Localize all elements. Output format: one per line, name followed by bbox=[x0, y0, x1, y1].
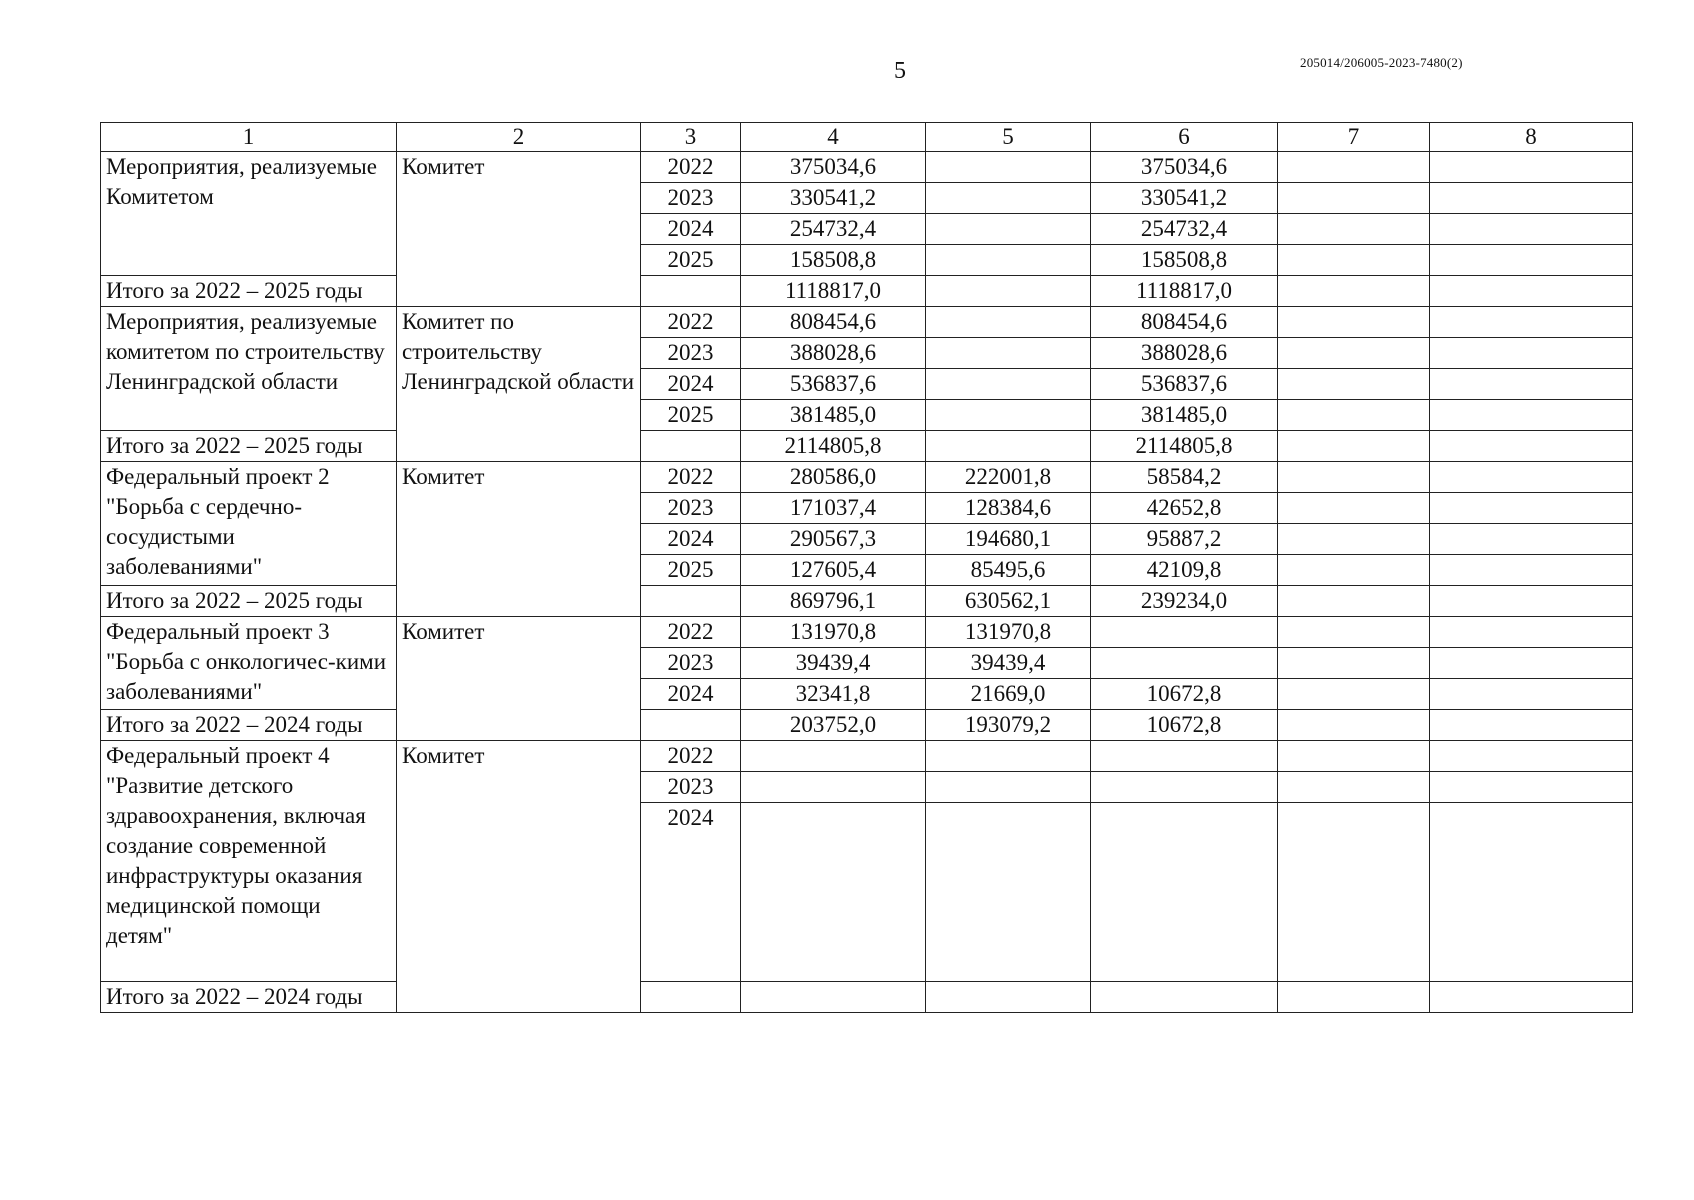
value-cell: 171037,4 bbox=[741, 493, 926, 524]
value-cell: 536837,6 bbox=[741, 369, 926, 400]
value-cell bbox=[1278, 772, 1430, 803]
value-cell bbox=[1091, 648, 1278, 679]
value-cell bbox=[1091, 741, 1278, 772]
activity-name-cell: Федеральный проект 2 "Борьба с сердечно-сосудистыми заболеваниями" bbox=[101, 462, 397, 586]
total-value-cell bbox=[1278, 586, 1430, 617]
value-cell bbox=[1091, 803, 1278, 982]
table-row bbox=[101, 617, 1633, 648]
value-cell bbox=[1430, 524, 1633, 555]
value-cell bbox=[926, 772, 1091, 803]
total-value-cell bbox=[1278, 982, 1430, 1013]
value-cell bbox=[926, 214, 1091, 245]
value-cell: 21669,0 bbox=[926, 679, 1091, 710]
value-cell: 95887,2 bbox=[1091, 524, 1278, 555]
year-cell: 2023 bbox=[641, 338, 741, 369]
activity-name-cell: Федеральный проект 4 "Развитие детского здравоохранения, включая создание современной инфраструктуры оказания медицинской помощи детям" bbox=[101, 741, 397, 982]
year-cell: 2024 bbox=[641, 679, 741, 710]
table-row bbox=[101, 152, 1633, 183]
value-cell: 375034,6 bbox=[741, 152, 926, 183]
total-value-cell bbox=[926, 276, 1091, 307]
year-cell: 2023 bbox=[641, 772, 741, 803]
total-value-cell: 193079,2 bbox=[926, 710, 1091, 741]
column-header: 6 bbox=[1091, 123, 1278, 152]
total-row bbox=[101, 710, 1633, 741]
total-value-cell bbox=[741, 982, 926, 1013]
value-cell bbox=[1278, 462, 1430, 493]
total-value-cell bbox=[1278, 710, 1430, 741]
value-cell bbox=[1430, 555, 1633, 586]
value-cell: 254732,4 bbox=[741, 214, 926, 245]
value-cell: 808454,6 bbox=[741, 307, 926, 338]
value-cell bbox=[926, 152, 1091, 183]
activity-name-cell: Мероприятия, реализуемые Комитетом bbox=[101, 152, 397, 276]
total-year-cell bbox=[641, 710, 741, 741]
year-cell: 2022 bbox=[641, 307, 741, 338]
value-cell bbox=[1278, 741, 1430, 772]
value-cell bbox=[1430, 679, 1633, 710]
value-cell bbox=[1430, 462, 1633, 493]
total-value-cell: 239234,0 bbox=[1091, 586, 1278, 617]
value-cell: 39439,4 bbox=[741, 648, 926, 679]
year-cell: 2022 bbox=[641, 741, 741, 772]
value-cell bbox=[1278, 245, 1430, 276]
value-cell bbox=[1278, 555, 1430, 586]
column-header: 4 bbox=[741, 123, 926, 152]
total-year-cell bbox=[641, 431, 741, 462]
total-value-cell: 1118817,0 bbox=[741, 276, 926, 307]
responsible-cell: Комитет по строительству Ленинградской области bbox=[397, 307, 641, 462]
funding-table bbox=[100, 122, 1633, 1013]
value-cell: 42109,8 bbox=[1091, 555, 1278, 586]
total-value-cell: 2114805,8 bbox=[1091, 431, 1278, 462]
year-cell: 2024 bbox=[641, 803, 741, 982]
value-cell bbox=[1430, 369, 1633, 400]
value-cell bbox=[1430, 493, 1633, 524]
year-cell: 2023 bbox=[641, 648, 741, 679]
responsible-cell: Комитет bbox=[397, 741, 641, 1013]
total-value-cell bbox=[1091, 982, 1278, 1013]
total-value-cell bbox=[1430, 982, 1633, 1013]
value-cell bbox=[1430, 772, 1633, 803]
year-cell: 2024 bbox=[641, 214, 741, 245]
total-year-cell bbox=[641, 586, 741, 617]
value-cell: 127605,4 bbox=[741, 555, 926, 586]
value-cell bbox=[926, 369, 1091, 400]
value-cell bbox=[926, 803, 1091, 982]
value-cell bbox=[1278, 183, 1430, 214]
value-cell bbox=[741, 803, 926, 982]
value-cell: 131970,8 bbox=[741, 617, 926, 648]
column-number-row bbox=[101, 123, 1633, 152]
value-cell bbox=[1278, 803, 1430, 982]
value-cell bbox=[1278, 493, 1430, 524]
value-cell: 128384,6 bbox=[926, 493, 1091, 524]
total-row bbox=[101, 431, 1633, 462]
value-cell: 158508,8 bbox=[741, 245, 926, 276]
value-cell: 58584,2 bbox=[1091, 462, 1278, 493]
value-cell bbox=[1278, 400, 1430, 431]
total-value-cell bbox=[1278, 431, 1430, 462]
value-cell: 330541,2 bbox=[741, 183, 926, 214]
responsible-cell: Комитет bbox=[397, 462, 641, 617]
value-cell: 85495,6 bbox=[926, 555, 1091, 586]
value-cell: 10672,8 bbox=[1091, 679, 1278, 710]
total-value-cell: 630562,1 bbox=[926, 586, 1091, 617]
total-value-cell bbox=[926, 431, 1091, 462]
value-cell bbox=[1278, 648, 1430, 679]
value-cell bbox=[1430, 400, 1633, 431]
total-value-cell bbox=[1430, 586, 1633, 617]
value-cell bbox=[1091, 617, 1278, 648]
value-cell bbox=[1430, 245, 1633, 276]
value-cell bbox=[1430, 741, 1633, 772]
value-cell bbox=[1430, 617, 1633, 648]
value-cell bbox=[1278, 369, 1430, 400]
total-label-cell: Итого за 2022 – 2025 годы bbox=[101, 276, 397, 307]
total-value-cell bbox=[1278, 276, 1430, 307]
total-value-cell bbox=[926, 982, 1091, 1013]
value-cell bbox=[1430, 307, 1633, 338]
year-cell: 2025 bbox=[641, 400, 741, 431]
value-cell: 194680,1 bbox=[926, 524, 1091, 555]
value-cell bbox=[1430, 338, 1633, 369]
activity-name-cell: Федеральный проект 3 "Борьба с онкологичес-кими заболеваниями" bbox=[101, 617, 397, 710]
total-label-cell: Итого за 2022 – 2025 годы bbox=[101, 431, 397, 462]
total-row bbox=[101, 586, 1633, 617]
total-value-cell bbox=[1430, 431, 1633, 462]
table-row bbox=[101, 462, 1633, 493]
activity-name-cell: Мероприятия, реализуемые комитетом по строительству Ленинградской области bbox=[101, 307, 397, 431]
value-cell bbox=[926, 307, 1091, 338]
value-cell: 388028,6 bbox=[1091, 338, 1278, 369]
total-value-cell: 203752,0 bbox=[741, 710, 926, 741]
value-cell bbox=[741, 741, 926, 772]
total-value-cell: 869796,1 bbox=[741, 586, 926, 617]
value-cell: 330541,2 bbox=[1091, 183, 1278, 214]
value-cell: 42652,8 bbox=[1091, 493, 1278, 524]
total-value-cell bbox=[1430, 276, 1633, 307]
value-cell: 280586,0 bbox=[741, 462, 926, 493]
total-label-cell: Итого за 2022 – 2025 годы bbox=[101, 586, 397, 617]
year-cell: 2022 bbox=[641, 462, 741, 493]
table-row bbox=[101, 741, 1633, 772]
value-cell bbox=[1278, 679, 1430, 710]
column-header: 8 bbox=[1430, 123, 1633, 152]
value-cell bbox=[1278, 524, 1430, 555]
responsible-cell: Комитет bbox=[397, 152, 641, 307]
value-cell: 290567,3 bbox=[741, 524, 926, 555]
year-cell: 2024 bbox=[641, 369, 741, 400]
total-value-cell bbox=[1430, 710, 1633, 741]
responsible-cell: Комитет bbox=[397, 617, 641, 741]
value-cell: 32341,8 bbox=[741, 679, 926, 710]
value-cell: 388028,6 bbox=[741, 338, 926, 369]
value-cell bbox=[1278, 617, 1430, 648]
total-label-cell: Итого за 2022 – 2024 годы bbox=[101, 982, 397, 1013]
year-cell: 2025 bbox=[641, 555, 741, 586]
total-row bbox=[101, 982, 1633, 1013]
column-header: 5 bbox=[926, 123, 1091, 152]
total-year-cell bbox=[641, 982, 741, 1013]
value-cell: 536837,6 bbox=[1091, 369, 1278, 400]
value-cell bbox=[1278, 214, 1430, 245]
column-header: 3 bbox=[641, 123, 741, 152]
column-header: 7 bbox=[1278, 123, 1430, 152]
value-cell bbox=[926, 245, 1091, 276]
year-cell: 2022 bbox=[641, 617, 741, 648]
value-cell bbox=[926, 338, 1091, 369]
value-cell: 381485,0 bbox=[741, 400, 926, 431]
year-cell: 2023 bbox=[641, 493, 741, 524]
total-value-cell: 1118817,0 bbox=[1091, 276, 1278, 307]
year-cell: 2025 bbox=[641, 245, 741, 276]
year-cell: 2022 bbox=[641, 152, 741, 183]
value-cell: 808454,6 bbox=[1091, 307, 1278, 338]
value-cell: 375034,6 bbox=[1091, 152, 1278, 183]
value-cell bbox=[741, 772, 926, 803]
value-cell: 39439,4 bbox=[926, 648, 1091, 679]
value-cell bbox=[926, 183, 1091, 214]
value-cell bbox=[1278, 307, 1430, 338]
value-cell bbox=[926, 741, 1091, 772]
value-cell bbox=[1430, 152, 1633, 183]
year-cell: 2023 bbox=[641, 183, 741, 214]
table-row bbox=[101, 307, 1633, 338]
total-row bbox=[101, 276, 1633, 307]
value-cell bbox=[1430, 803, 1633, 982]
value-cell: 254732,4 bbox=[1091, 214, 1278, 245]
value-cell: 158508,8 bbox=[1091, 245, 1278, 276]
total-label-cell: Итого за 2022 – 2024 годы bbox=[101, 710, 397, 741]
page-number: 5 bbox=[894, 58, 906, 84]
total-year-cell bbox=[641, 276, 741, 307]
value-cell bbox=[1091, 772, 1278, 803]
value-cell: 222001,8 bbox=[926, 462, 1091, 493]
column-header: 1 bbox=[101, 123, 397, 152]
value-cell bbox=[1430, 214, 1633, 245]
value-cell bbox=[1430, 648, 1633, 679]
year-cell: 2024 bbox=[641, 524, 741, 555]
value-cell: 131970,8 bbox=[926, 617, 1091, 648]
value-cell bbox=[1430, 183, 1633, 214]
value-cell: 381485,0 bbox=[1091, 400, 1278, 431]
total-value-cell: 2114805,8 bbox=[741, 431, 926, 462]
document-id: 205014/206005-2023-7480(2) bbox=[1300, 55, 1463, 70]
value-cell bbox=[926, 400, 1091, 431]
column-header: 2 bbox=[397, 123, 641, 152]
total-value-cell: 10672,8 bbox=[1091, 710, 1278, 741]
value-cell bbox=[1278, 152, 1430, 183]
value-cell bbox=[1278, 338, 1430, 369]
